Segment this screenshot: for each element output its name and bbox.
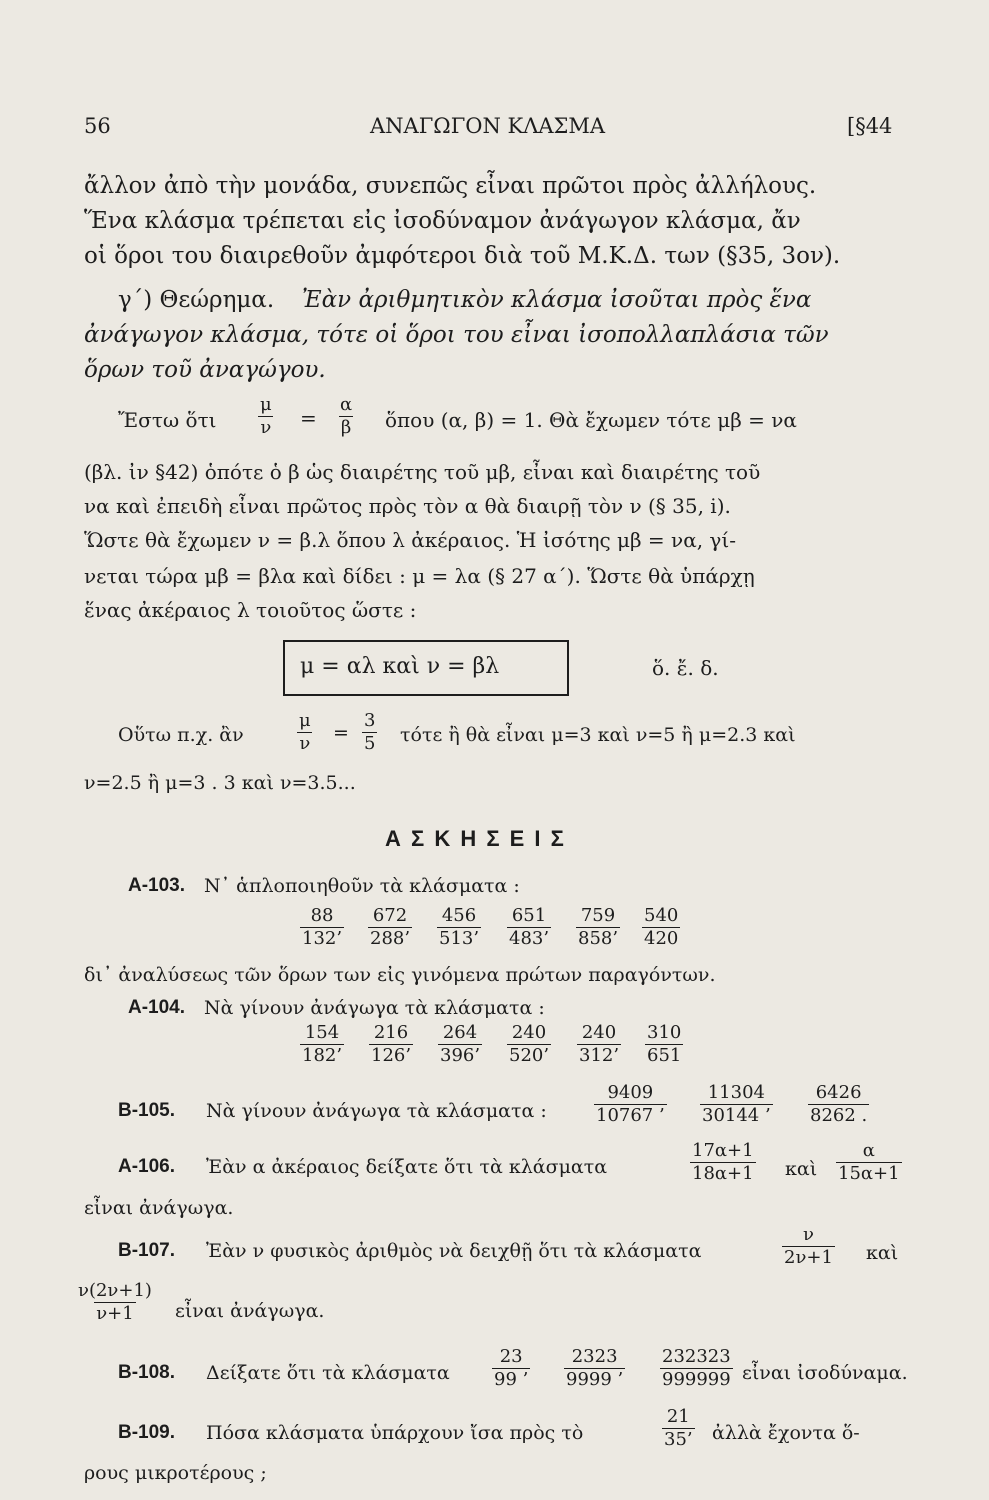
numerator: 2323	[571, 1346, 618, 1367]
fraction	[300, 905, 344, 950]
exercise-label: Β-108.	[118, 1362, 176, 1383]
equals-sign: =	[300, 406, 317, 430]
fraction	[368, 905, 412, 950]
numerator: 23	[499, 1346, 523, 1367]
intro-line-3: οἱ ὅροι του διαιρεθοῦν ἀμφότεροι διὰ τοῦ Μ.Κ.Δ. των (§35, 3ον).	[84, 243, 841, 269]
fraction	[577, 1022, 621, 1067]
numerator: ν	[802, 1224, 814, 1245]
fraction	[492, 1346, 530, 1391]
fraction	[690, 1140, 756, 1185]
numerator: ν(2ν+1)	[78, 1280, 152, 1301]
numerator: 540	[644, 905, 679, 926]
exercise-text: Ἐὰν ν φυσικὸς ἀριθμὸς νὰ δειχθῇ ὅτι τὰ κλάσματα	[206, 1240, 702, 1262]
numerator: α	[862, 1140, 875, 1161]
proof-line-5: νεται τώρα μβ = βλα καὶ δίδει : μ = λα (§ 27 α΄). Ὥστε θὰ ὑπάρχῃ	[84, 564, 755, 588]
numerator: 11304	[707, 1082, 765, 1103]
example-line-2: ν=2.5 ἢ μ=3 . 3 καὶ ν=3.5...	[84, 772, 356, 794]
qed-mark: ὅ. ἔ. δ.	[652, 656, 719, 680]
fraction	[782, 1224, 835, 1269]
exercise-text: Πόσα κλάσματα ὑπάρχουν ἴσα πρὸς τὸ	[206, 1422, 584, 1444]
denominator: 420	[644, 928, 679, 949]
fraction	[594, 1082, 667, 1127]
denominator: 999999	[662, 1369, 731, 1390]
numerator: 154	[304, 1022, 340, 1043]
fraction	[836, 1140, 902, 1185]
fraction	[369, 1022, 413, 1067]
numerator: μ	[260, 394, 272, 415]
example-rest: τότε ἢ θὰ εἶναι μ=3 καὶ ν=5 ἢ μ=2.3 καὶ	[400, 724, 796, 746]
denominator: 30144 ’	[702, 1105, 771, 1126]
exercise-text: Ἐὰν α ἀκέραιος δείξατε ὅτι τὰ κλάσματα	[206, 1156, 608, 1178]
intro-line-1: ἄλλον ἀπὸ τὴν μονάδα, συνεπῶς εἶναι πρῶτοι πρὸς ἀλλήλους.	[84, 173, 817, 199]
conjunction: καὶ	[866, 1242, 899, 1264]
fraction	[76, 1280, 154, 1325]
boxed-formula: μ = αλ καὶ ν = βλ	[300, 654, 500, 679]
exercise-text-continued: εἶναι ἀνάγωγα.	[84, 1197, 234, 1219]
denominator: 18α+1	[692, 1163, 754, 1184]
fraction	[438, 1022, 482, 1067]
running-title: ΑΝΑΓΩΓΟΝ ΚΛΑΣΜΑ	[370, 114, 606, 138]
fraction	[576, 905, 620, 950]
denominator: 15α+1	[838, 1163, 900, 1184]
numerator: 240	[581, 1022, 617, 1043]
proof-start: Ἔστω ὅτι	[118, 408, 217, 432]
fraction	[645, 1022, 683, 1067]
fraction	[660, 1346, 733, 1391]
exercise-text: Ν᾽ ἁπλοποιηθοῦν τὰ κλάσματα :	[204, 875, 520, 897]
fraction	[564, 1346, 625, 1391]
numerator: 672	[372, 905, 408, 926]
denominator: 396’	[440, 1045, 481, 1066]
proof-line-3: να καὶ ἐπειδὴ εἶναι πρῶτος πρὸς τὸν α θὰ διαιρῇ τὸν ν (§ 35, i).	[84, 494, 731, 518]
denominator: 99 ’	[494, 1369, 529, 1390]
exercise-text-line-2: ρους μικροτέρους ;	[84, 1462, 267, 1484]
theorem-line-1: Ἐὰν ἀριθμητικὸν κλάσμα ἰσοῦται πρὸς ἕνα	[302, 287, 812, 313]
numerator: 17α+1	[692, 1140, 754, 1161]
numerator: 216	[373, 1022, 409, 1043]
denominator: 182’	[302, 1045, 343, 1066]
fraction	[662, 1406, 695, 1451]
denominator: ν	[299, 733, 311, 754]
exercise-label: Α-103.	[128, 875, 186, 896]
theorem-label: γ΄) Θεώρημα.	[118, 287, 275, 313]
fraction	[300, 1022, 344, 1067]
denominator: ν+1	[96, 1303, 134, 1324]
denominator: 312’	[579, 1045, 620, 1066]
denominator: 858’	[578, 928, 619, 949]
numerator: μ	[299, 710, 311, 731]
numerator: 232323	[662, 1346, 731, 1367]
denominator: 651	[647, 1045, 682, 1066]
example-fraction-right	[362, 710, 377, 755]
numerator: 21	[666, 1406, 690, 1427]
exercise-text: Νὰ γίνουν ἀνάγωγα τὰ κλάσματα :	[204, 997, 545, 1019]
numerator: 240	[511, 1022, 547, 1043]
example-start: Οὕτω π.χ. ἂν	[118, 724, 244, 746]
denominator: 132’	[302, 928, 343, 949]
proof-line-1: ὅπου (α, β) = 1. Θὰ ἔχωμεν τότε μβ = να	[385, 408, 797, 432]
denominator: 2ν+1	[784, 1247, 833, 1268]
denominator: 513’	[439, 928, 480, 949]
denominator: β	[340, 417, 352, 438]
denominator: 288’	[370, 928, 411, 949]
theorem-line-3: ὅρων τοῦ ἀναγώγου.	[84, 357, 326, 383]
numerator: 88	[310, 905, 334, 926]
denominator: 10767 ’	[596, 1105, 665, 1126]
denominator: 5	[364, 733, 376, 754]
fraction	[507, 1022, 551, 1067]
fraction-alpha-beta	[338, 394, 354, 439]
exercise-text: Νὰ γίνουν ἀνάγωγα τὰ κλάσματα :	[206, 1100, 547, 1122]
numerator: 651	[511, 905, 547, 926]
proof-line-4: Ὥστε θὰ ἔχωμεν ν = β.λ ὅπου λ ἀκέραιος. Ἡ ἰσότης μβ = να, γί-	[84, 528, 736, 552]
numerator: 9409	[607, 1082, 654, 1103]
denominator: 8262 .	[810, 1105, 868, 1126]
exercise-text-continued: εἶναι ἀνάγωγα.	[175, 1300, 325, 1322]
fraction	[808, 1082, 869, 1127]
proof-line-6: ἕνας ἀκέραιος λ τοιοῦτος ὥστε :	[84, 598, 417, 622]
example-fraction-left	[297, 710, 313, 755]
fraction-mu-nu	[258, 394, 274, 439]
theorem-line-2: ἀνάγωγον κλάσμα, τότε οἱ ὅροι του εἶναι ἰσοπολλαπλάσια τῶν	[84, 322, 829, 348]
numerator: 3	[364, 710, 376, 731]
exercise-text: Δείξατε ὅτι τὰ κλάσματα	[206, 1362, 450, 1384]
denominator: ν	[260, 417, 272, 438]
denominator: 483’	[509, 928, 550, 949]
fraction	[507, 905, 551, 950]
exercise-text-continued: δι᾽ ἀναλύσεως τῶν ὅρων των εἰς γινόμενα πρώτων παραγόντων.	[84, 964, 716, 986]
exercise-label: Β-109.	[118, 1422, 176, 1443]
exercise-label: Α-106.	[118, 1156, 176, 1177]
numerator: 456	[441, 905, 477, 926]
numerator: 264	[442, 1022, 478, 1043]
denominator: 520’	[509, 1045, 550, 1066]
fraction	[700, 1082, 773, 1127]
intro-line-2: Ἕνα κλάσμα τρέπεται εἰς ἰσοδύναμον ἀνάγωγον κλάσμα, ἄν	[84, 208, 801, 234]
numerator: α	[340, 394, 353, 415]
exercise-text-continued: εἶναι ἰσοδύναμα.	[742, 1362, 908, 1384]
denominator: 35’	[664, 1429, 693, 1450]
section-ref: [§44	[847, 114, 893, 138]
numerator: 310	[647, 1022, 682, 1043]
exercise-label: Β-107.	[118, 1240, 176, 1261]
equals-sign: =	[333, 722, 349, 744]
exercise-label: Α-104.	[128, 997, 186, 1018]
numerator: 759	[580, 905, 616, 926]
exercises-heading: Α Σ Κ Η Σ Ε Ι Σ	[385, 826, 566, 851]
exercise-label: Β-105.	[118, 1100, 176, 1121]
numerator: 6426	[815, 1082, 862, 1103]
fraction	[642, 905, 680, 950]
denominator: 9999 ’	[566, 1369, 624, 1390]
conjunction: καὶ	[785, 1158, 818, 1180]
fraction	[437, 905, 481, 950]
exercise-text-continued: ἀλλὰ ἔχοντα ὅ-	[712, 1422, 860, 1444]
page-number: 56	[84, 114, 111, 138]
denominator: 126’	[371, 1045, 412, 1066]
proof-line-2: (βλ. ἰν §42) ὁπότε ὁ β ὡς διαιρέτης τοῦ μβ, εἶναι καὶ διαιρέτης τοῦ	[84, 460, 761, 484]
